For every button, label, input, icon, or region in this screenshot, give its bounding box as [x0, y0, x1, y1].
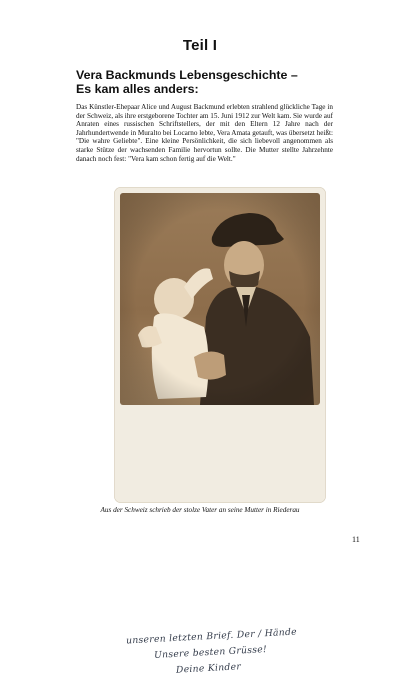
- chapter-title-line-2: Es kam alles anders:: [76, 82, 199, 96]
- body-paragraph: Das Künstler-Ehepaar Alice und August Backmund erlebten strahlend glückliche Tage in der Schweiz, als ihre erstgeborene Tochter am 15. Juni 1912 zur Welt kam. Sie wurde auf Anraten eines russischen Schriftstellers, der mit den Eltern 12 Jahre nach der Jahrhundertwende in Muralto bei Locarno lebte, Vera Amata getauft, was übersetzt heißt: "Die wahre Geliebte". Eine kleine Persönlichkeit, die sich liebevoll angenommen als starke Stütze der wachsenden Familie hervortun sollte. Die Mutter stellte Jahrzehnte danach noch fest: "Vera kam schon fertig auf die Welt.": [76, 103, 333, 163]
- handwriting-line-1: unseren letzten Brief. Der / Hände: [125, 626, 298, 647]
- chapter-title-line-1: Vera Backmunds Lebensgeschichte –: [76, 68, 298, 82]
- handwriting-line-3: Deine Kinder: [175, 661, 242, 676]
- chapter-title: [76, 68, 336, 96]
- page-number: 11: [352, 535, 360, 544]
- sepia-photograph: [114, 187, 326, 503]
- part-title: Teil I: [182, 37, 218, 54]
- handwriting-line-2: Unsere besten Grüsse!: [153, 644, 268, 661]
- photo-caption: Aus der Schweiz schrieb der stolze Vater an seine Mutter in Riederau: [100, 506, 300, 514]
- handwritten-note: [114, 627, 326, 687]
